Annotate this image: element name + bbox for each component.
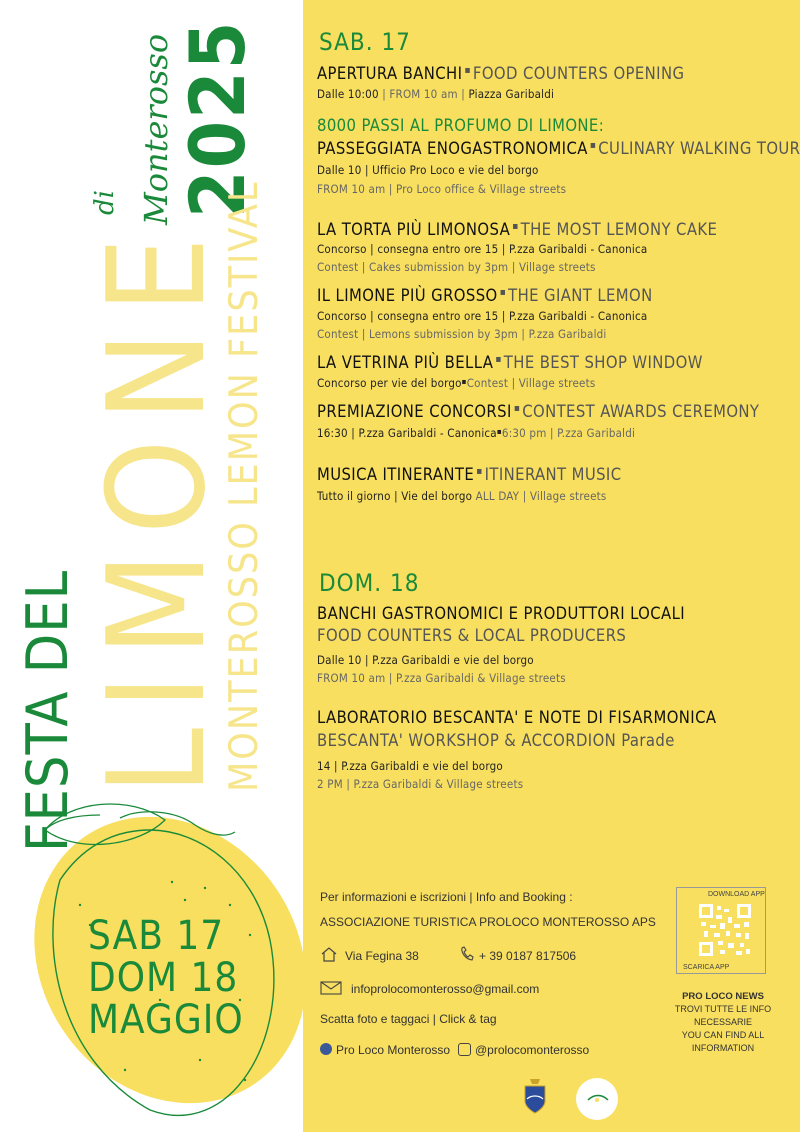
date-dom: DOM 18 [88,955,239,1001]
lemon-festival-title: MONTEROSSO LEMON FESTIVAL [222,180,267,792]
event-apertura-sub [317,87,554,101]
event-laboratorio-sub2: 2 PM | P.zza Garibaldi & Village streets [317,777,524,791]
day-dom-heading: DOM. 18 [319,569,420,597]
sub-it: Tutto il giorno | Vie del borgo [317,489,473,503]
sub-it: 16:30 | P.zza Garibaldi - Canonica [317,426,497,440]
event-8000-passi: 8000 PASSI AL PROFUMO DI LIMONE: [317,116,605,135]
news-line2: NECESSARIE [693,1017,753,1027]
info-email[interactable]: infoprolocomonterosso@gmail.com [351,982,540,996]
event-limone-sub1: Concorso | consegna entro ore 15 | P.zza Garibaldi - Canonica [317,309,648,323]
info-photo: Scatta foto e taggaci | Click & tag [320,1012,497,1026]
festa-del-title: FESTA DEL [15,569,81,852]
sub-en: | FROM 10 am | [382,87,465,101]
event-limone-title: IL LIMONE PIÙ GROSSO ▪ THE GIANT LEMON [317,286,653,305]
date-maggio: MAGGIO [88,997,244,1043]
sub-en: 6:30 pm | P.zza Garibaldi [501,426,636,440]
event-musica-title: MUSICA ITINERANTE ▪ ITINERANT MUSIC [317,465,622,484]
info-address: Via Fegina 38 [345,949,419,963]
event-it: PASSEGGIATA ENOGASTRONOMICA [317,139,588,158]
event-it: LA TORTA PIÙ LIMONOSA [317,220,511,239]
event-laboratorio-sub1: 14 | P.zza Garibaldi e vie del borgo [317,759,503,773]
event-en: FOOD COUNTERS OPENING [472,64,685,83]
monterosso-script: Monterosso [137,33,175,225]
event-en: THE BEST SHOP WINDOW [503,353,703,372]
event-premiazione-sub: 16:30 | P.zza Garibaldi - Canonica▪6:30 pm | P.zza Garibaldi [317,426,636,440]
event-it: MUSICA ITINERANTE [317,465,475,484]
news-line3: YOU CAN FIND ALL [681,1030,765,1040]
event-torta-title: LA TORTA PIÙ LIMONOSA ▪ THE MOST LEMONY CAKE [317,220,718,239]
event-en: ITINERANT MUSIC [484,465,622,484]
event-laboratorio-en: BESCANTA' WORKSHOP & ACCORDION Parade [317,731,675,750]
news-line1: TROVI TUTTE LE INFO [674,1004,772,1014]
comune-crest-logo [521,1075,549,1119]
day-sab-heading: SAB. 17 [319,28,411,56]
event-it: IL LIMONE PIÙ GROSSO [317,286,498,305]
sub-en: ALL DAY | Village streets [475,489,607,503]
event-limone-sub2: Contest | Lemons submission by 3pm | P.zza Garibaldi [317,327,607,341]
pro-loco-news [671,990,775,1055]
email-icon [320,980,342,999]
event-musica-sub [317,489,607,503]
facebook-icon [320,1043,332,1055]
event-passeggiata-title: PASSEGGIATA ENOGASTRONOMICA ▪ CULINARY WALKING TOUR [317,139,800,158]
event-it: LA VETRINA PIÙ BELLA [317,353,494,372]
event-en: THE MOST LEMONY CAKE [520,220,718,239]
event-torta-sub2: Contest | Cakes submission by 3pm | Village streets [317,260,596,274]
event-banchi-title: BANCHI GASTRONOMICI E PRODUTTORI LOCALI [317,604,686,623]
download-app-label: DOWNLOAD APP [708,891,765,898]
date-block [88,915,248,1041]
info-phone[interactable]: + 39 0187 817506 [479,949,577,963]
sub-it: Dalle 10:00 [317,87,379,101]
event-banchi-sub2: FROM 10 am | P.zza Garibaldi & Village streets [317,671,566,685]
limone-title: LIMONE [79,219,235,795]
phone-icon [459,946,475,966]
home-icon [320,946,338,966]
news-line4: INFORMATION [691,1043,755,1053]
event-it: PREMIAZIONE CONCORSI [317,402,512,421]
event-vetrina-sub: Concorso per vie del borgo▪Contest | Village streets [317,376,596,390]
event-laboratorio-title: LABORATORIO BESCANTA' E NOTE DI FISARMONICA [317,708,717,727]
date-sab: SAB 17 [88,913,225,959]
event-vetrina-title: LA VETRINA PIÙ BELLA ▪ THE BEST SHOP WINDOW [317,353,703,372]
info-instagram[interactable]: @prolocomonterosso [475,1043,590,1057]
event-passeggiata-sub1: Dalle 10 | Ufficio Pro Loco e vie del borgo [317,163,539,177]
event-en: CONTEST AWARDS CEREMONY [522,402,760,421]
event-banchi-en: FOOD COUNTERS & LOCAL PRODUCERS [317,626,627,645]
event-it: APERTURA BANCHI [317,64,463,83]
event-passeggiata-sub2: FROM 10 am | Pro Loco office & Village streets [317,182,567,196]
info-heading: Per informazioni e iscrizioni | Info and Booking : [320,890,573,904]
event-premiazione-title: PREMIAZIONE CONCORSI ▪ CONTEST AWARDS CEREMONY [317,402,760,421]
info-org: ASSOCIAZIONE TURISTICA PROLOCO MONTEROSSO APS [320,915,656,929]
poster-left-panel [0,0,303,1132]
event-apertura-title: APERTURA BANCHI ▪ FOOD COUNTERS OPENING [317,64,685,83]
info-facebook[interactable]: Pro Loco Monterosso [336,1043,451,1057]
event-en: THE GIANT LEMON [508,286,653,305]
program-panel [303,0,800,1132]
scarica-app-label: SCARICA APP [683,964,730,971]
year-title: 2025 [173,19,262,218]
event-banchi-sub1: Dalle 10 | P.zza Garibaldi e vie del borgo [317,653,534,667]
event-torta-sub1: Concorso | consegna entro ore 15 | P.zza Garibaldi - Canonica [317,242,648,256]
instagram-icon [458,1043,471,1056]
sub-it: Concorso per vie del borgo [317,376,462,390]
event-en: CULINARY WALKING TOUR [598,139,800,158]
di-label: di [90,190,120,215]
news-title: PRO LOCO NEWS [682,991,764,1002]
sub-en: Contest | Village streets [466,376,596,390]
proloco-logo [576,1078,618,1120]
qr-code[interactable] [698,903,752,961]
sub-place: Piazza Garibaldi [468,87,555,101]
